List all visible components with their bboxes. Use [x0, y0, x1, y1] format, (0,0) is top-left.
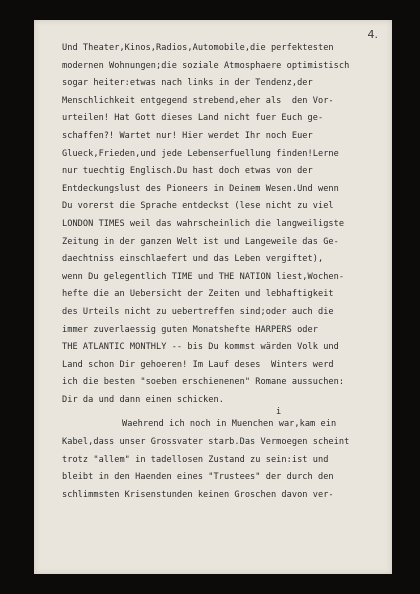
- text-line: des Urteils nicht zu uebertreffen sind;oder auch die: [62, 306, 334, 317]
- text-line: THE ATLANTIC MONTHLY -- bis Du kommst wärden Volk und: [62, 342, 339, 353]
- text-line: Und Theater,Kinos,Radios,Automobile,die perfektesten: [62, 43, 334, 53]
- text-line: Land schon Dir gehoeren! Im Lauf deses Winters werd: [62, 359, 334, 370]
- text-line: hefte die an Uebersicht der Zeiten und lebhaftigkeit: [62, 289, 334, 300]
- text-line: bleibt in den Haenden eines "Trustees" der durch den: [62, 472, 334, 483]
- text-line: schlimmsten Krisenstunden keinen Groschen davon ver-: [62, 489, 334, 500]
- text-line: urteilen! Hat Gott dieses Land nicht fuer Euch ge-: [62, 113, 324, 124]
- text-line: modernen Wohnungen;die soziale Atmosphaere optimistisch: [62, 60, 350, 71]
- text-line: Glueck,Frieden,und jede Lebenserfuellung finden!Lerne: [62, 148, 339, 159]
- text-line: Zeitung in der ganzen Welt ist und Langeweile das Ge-: [62, 236, 339, 247]
- handwritten-insertion-mark: i: [276, 407, 282, 417]
- page-number: 4.: [367, 28, 378, 41]
- paragraph-first-line: Waehrend ich noch in Muenchen war,kam ein: [122, 419, 337, 430]
- text-line: Kabel,dass unser Grossvater starb.Das Vermoegen scheint: [62, 437, 350, 448]
- typewritten-text: [62, 40, 384, 504]
- text-line: Menschlichkeit entgegend strebend,eher als den Vor-: [62, 95, 334, 106]
- text-line: nur tuechtig Englisch.Du hast doch etwas von der: [62, 166, 313, 177]
- text-line: sogar heiter:etwas nach links in der Tendenz,der: [62, 78, 313, 89]
- text-line: immer zuverlaessig guten Monatshefte HARPERS oder: [62, 324, 318, 335]
- text-line: trotz "allem" in tadellosen Zustand zu sein:ist und: [62, 454, 329, 465]
- text-line: Dir da und dann einen schicken.: [62, 394, 224, 405]
- text-line: wenn Du gelegentlich TIME und THE NATION liest,Wochen-: [62, 271, 345, 282]
- text-line: schaffen?! Wartet nur! Hier werdet Ihr noch Euer: [62, 130, 313, 141]
- text-line: Entdeckungslust des Pioneers in Deinem Wesen.Und wenn: [62, 183, 339, 194]
- text-line: LONDON TIMES weil das wahrscheinlich die langweiligste: [62, 218, 345, 229]
- text-line: daechtniss einschlaefert und das Leben vergiftet),: [62, 254, 324, 265]
- document-page: [34, 20, 392, 574]
- text-line: Du vorerst die Sprache entdeckst (lese nicht zu viel: [62, 201, 334, 212]
- text-line: ich die besten "soeben erschienenen" Romane aussuchen:: [62, 377, 345, 388]
